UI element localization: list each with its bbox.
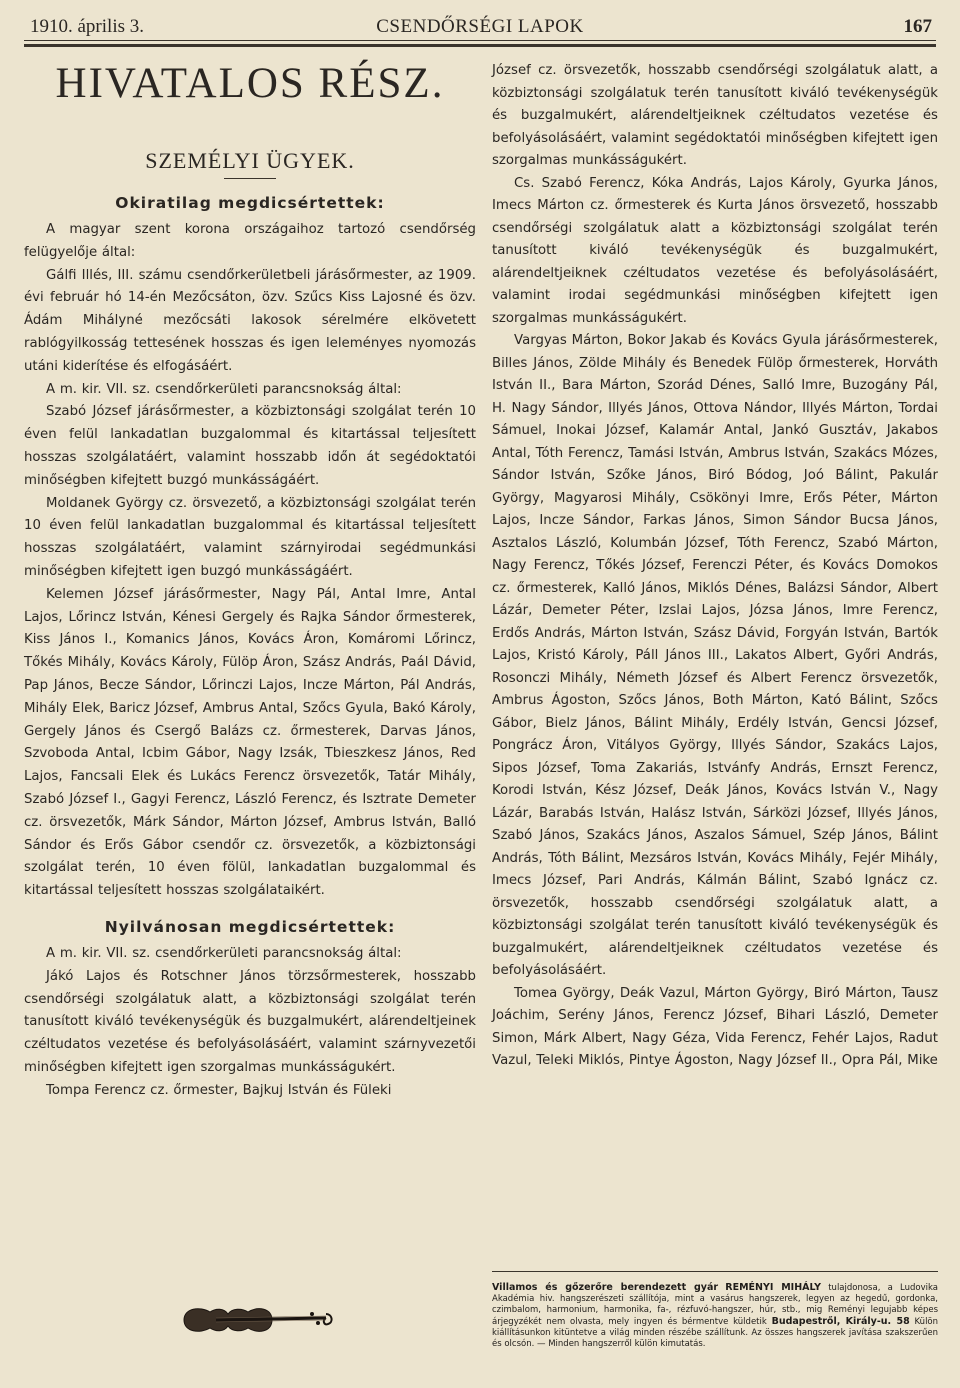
page-header (22, 10, 938, 42)
page-number: 167 (903, 16, 932, 37)
paragraph: Cs. Szabó Ferencz, Kóka András, Lajos Károly, Gyurka János, Imecs Márton cz. őrmesterek és Kurta János örsvezető, hosszabb csendőrségi szolgálatuk alatt a közbiztonsági szolgálat terén tanusított kiváló tevékenységük és buzgalmukért, alárendeltjeiknek czéltudatos vezetése és befolyásolásáért, valamint irodai segédmunkási minőségben kifejtett igen szorgalmas munkásságukért. (492, 175, 938, 326)
left-column (24, 60, 476, 1102)
paragraph: József cz. örsvezetők, hosszabb csendőrségi szolgálatuk alatt, a közbiztonsági szolgálatuk terén tanusított kiváló tevékenységük és buzgalmukért, alárendeltjeiknek czéltudatos vezetése és befolyásolásáért, valamint segédoktatói minőségben kifejtett igen szorgalmas munkásságukért. (492, 63, 938, 168)
commendation-heading: Okiratilag megdicsértettek: (115, 194, 385, 212)
advertisement-text (492, 1282, 938, 1350)
paragraph: Moldanek György cz. örsvezető, a közbiztonsági szolgálat terén 10 éven felül lankadatlan buzgalommal és kitartással teljesített hosszas szolgálatáért, valamint szárnyirodai segédmunkási minőségben kifejtett igen buzgó munkásságáért. (24, 495, 476, 579)
header-rule (24, 40, 936, 41)
paragraph: Szabó József járásőrmester, a közbiztonsági szolgálat terén 10 éven felül lankadatlan buzgalommal és kitartással teljesített hosszas szolgálatáért, valamint hosszabb időn át segédoktatói minőségben kifejtett buzgó munkásságáért. (24, 404, 476, 488)
journal-title: CSENDŐRSÉGI LAPOK (376, 16, 584, 37)
ad-lead: Villamos és gőzerőre berendezett gyár (492, 1282, 719, 1293)
paragraph: A magyar szent korona országaihoz tartozó csendőrség felügyelője által: (24, 222, 476, 260)
section-masthead: HIVATALOS RÉSZ. (55, 60, 445, 107)
advertisement (492, 1271, 938, 1376)
ad-address: Budapestről, Király-u. 58 (771, 1316, 910, 1327)
paragraph: A m. kir. VII. sz. csendőrkerületi parancsnokság által: (46, 945, 402, 961)
ad-body: tulajdonosa, a Ludovika Akadémia hiv. hangszerészeti szállítója, mint a vasárus hangszerek, legyen az hegedű, gordonka, czimbalom, harmonium, harmonika, fa-, rézfuvó-hangszer, húr, stb., mig Reményi legujabb képes árjegyzékét nem olvasta, mely ingyen és bérmentve küldetik (492, 1283, 939, 1327)
header-rule-thick (24, 44, 936, 47)
violin-illustration (176, 1294, 336, 1346)
paragraph: Tompa Ferencz cz. őrmester, Bajkuj István és Füleki (46, 1082, 392, 1098)
paragraph: Kelemen József járásőrmester, Nagy Pál, Antal Imre, Antal Lajos, Lőrincz István, Kénesi Gergely és Rajka Sándor őrmesterek, Kiss János I., Komanics János, Kovács Áron, Komáromi Lőrincz, Tőkés Mihály, Kovács Károly, Fülöp Áron, Szász András, Paál Dávid, Pap János, Becze Sándor, Lőrinczi Lajos, Incze Márton, Pál András, Mihály Elek, Baricz József, Ambrus Antal, Szőcs Gyula, Bakó Károly, Gergely János és Csergő Balázs cz. őrmesterek, Darvas János, Szvoboda Antal, Icbim Gábor, Nagy Izsák, Tbieszkesz János, Red Lajos, Fancsali Elek és Lukács Ferencz örsvezetők, Tatár Mihály, Szabó József I., Gagyi Ferencz, László Ferencz, és Isztrate Demeter cz. örsvezetők, Márk Sándor, Márton József, Ambrus István, Balló Sándor és Erős Gábor csendőr cz. örsvezetők, a közbiztonsági szolgálat terén, 10 éven fölül, lankadatlan buzgalommal és kitartással teljesített hosszas szolgálataikért. (24, 586, 476, 899)
issue-date: 1910. április 3. (30, 16, 144, 37)
right-column (492, 60, 938, 1073)
public-commendation-heading: Nyilvánosan megdicsértettek: (104, 917, 396, 936)
ad-tail: Külön kiállításunkon kitüntetve a világ minden részébe szállítunk. Az összes hangszerek javítása szakszerűen és olcsón. — Minden hangszerről külön kimutatás. (492, 1317, 939, 1349)
paragraph: Jákó Lajos és Rotschner János törzsőrmesterek, hosszabb csendőrségi szolgálatuk alatt, a közbiztonsági szolgálat terén tanusított kiváló tevékenységük és buzgalmukért, alárendeltjeinek czéltudatos vezetése és befolyásolásáért, valamint szárnyvezetői minőségben kifejtett igen szorgalmas munkásságukért. (24, 968, 476, 1075)
divider (224, 178, 276, 179)
paragraph: A m. kir. VII. sz. csendőrkerületi parancsnokság által: (46, 381, 402, 397)
section-subhead: SZEMÉLYI ÜGYEK. (145, 148, 355, 173)
ad-company-name: REMÉNYI MIHÁLY (725, 1282, 821, 1293)
paragraph: Vargyas Márton, Bokor Jakab és Kovács Gyula járásőrmesterek, Billes János, Zölde Mihály és Benedek Fülöp őrmesterek, Horváth István II., Bara Márton, Szorád Dénes, Salló Imre, Buzogány Pál, H. Nagy Sándor, Illyés János, Ottova Nándor, Illyés Márton, Tordai Sámuel, Inokai József, Kalamár Antal, Jankó Gusztáv, Jakabos Antal, Tóth Ferencz, Tamási István, Ambrus István, Szakács Mózes, Sándor István, Szőke János, Biró Bódog, Joó Bálint, Pakulár György, Magyarosi Mihály, Csökönyi Imre, Erős Péter, Márton Lajos, Incze Sándor, Farkas János, Simon Sándor Bucsa János, Asztalos László, Kolumbán József, Tóth Ferencz, Szabó Márton, Nagy Ferencz, Tőkés József, Ferenczi Péter, és Kovács Domokos cz. őrmesterek, Kalló János, Miklós Dénes, Balázsi Sándor, Albert Lázár, Demeter Péter, Izslai Lajos, Józsa János, Imre Ferencz, Erdős András, Márton István, Szász Dávid, Forgyán István, Bartók Lajos, Kristó Károly, Páll János III., Lakatos Albert, Győri András, Rosonczi Mihály, Németh József és Albert Ferencz örsvezetők, Ambrus Ágoston, Szőcs János, Both Márton, Kató Bálint, Szőcs Gábor, Bielz János, Bálint Mihály, Erdély István, Gencsi József, Pongrácz Áron, Vitályos György, Illyés Sándor, Szakács Lajos, Sipos József, Toma Zakariás, Istvánfy András, Ernszt Ferencz, Korodi István, Kész József, Deák János, Kovács István V., Nagy Lázár, Barabás István, Halász István, Sárközi József, Illyés János, Szabó János, Szakács János, Aszalos Sámuel, Szép János, Bálint András, Tóth Bálint, Mezsáros István, Kovács Mihály, Fejér Mihály, Imecs József, Pari András, Kálmán Bálint, Szabó Ignácz cz. örsvezetők, hosszabb csendőrségi szolgálatuk alatt, a közbiztonsági szolgálat terén tanusított kiváló tevékenységük és buzgalmukért, alárendeltjeiknek czéltudatos vezetése és befolyásolásáért. (492, 333, 938, 978)
paragraph: Gálfi Illés, III. számu csendőrkerületbeli járásőrmester, az 1909. évi február hó 14-én Mezőcsáton, özv. Szűcs Kiss Lajosné és özv. Ádám Mihályné mezőcsáti lakosok sérelmére elkövetett rablógyilkosság tettesének hosszas és igen leleményes nyomozás utáni kiderítése és elfogásáért. (24, 267, 476, 374)
paragraph: Tomea György, Deák Vazul, Márton György, Biró Márton, Tausz Joáchim, Serény János, Ferencz József, Bihari László, Demeter Simon, Márk Albert, Nagy Géza, Vida Ferencz, Fehér Lajos, Radut Vazul, Teleki Miklós, Pintye Ágoston, Nagy József II., Opra Pál, Mike (492, 985, 938, 1068)
